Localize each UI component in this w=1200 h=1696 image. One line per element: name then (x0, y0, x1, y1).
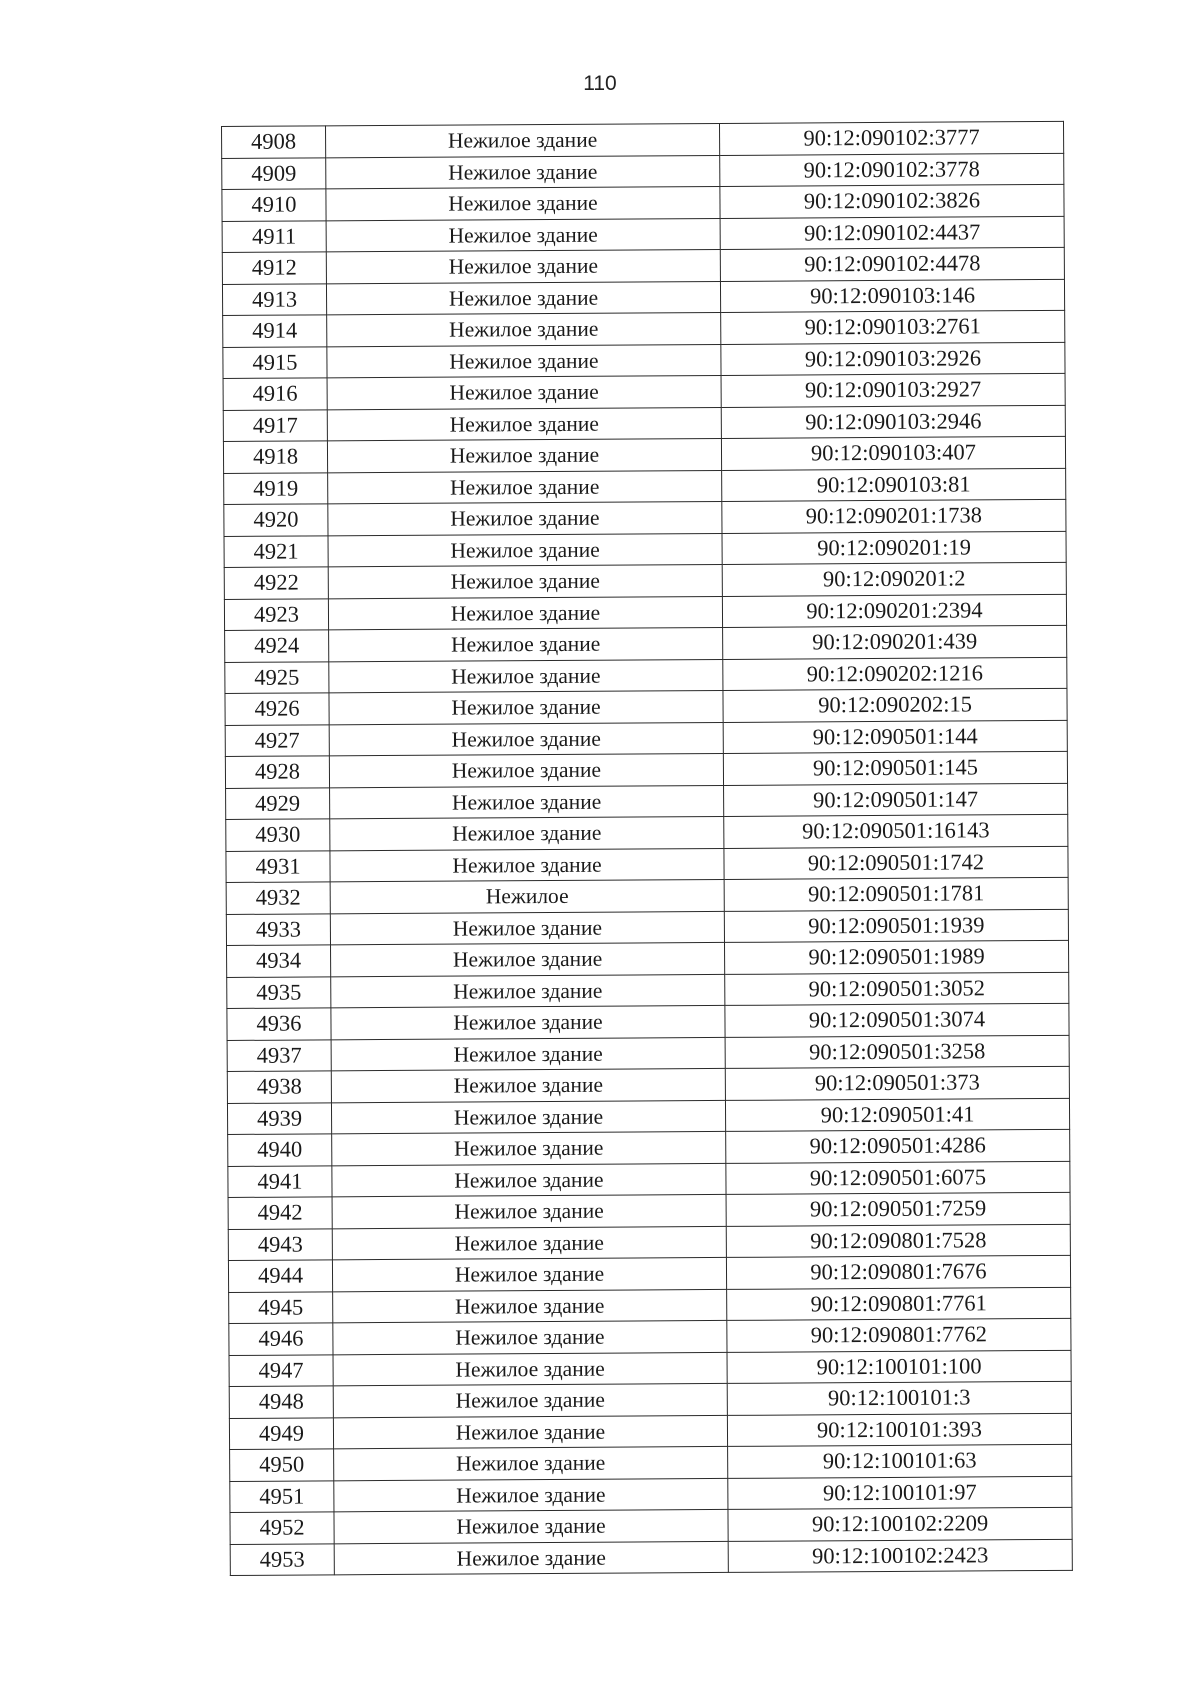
cadastral-number: 90:12:100101:97 (728, 1476, 1072, 1510)
cadastral-number: 90:12:090103:2946 (721, 405, 1065, 439)
object-type: Нежилое здание (330, 816, 724, 850)
table-row (226, 783, 1068, 820)
table-row (227, 1003, 1069, 1040)
cadastral-number: 90:12:090201:19 (722, 531, 1066, 565)
table-row (227, 1066, 1069, 1103)
object-type: Нежилое здание (329, 627, 723, 661)
table-row (224, 468, 1066, 505)
cadastral-number: 90:12:090801:7761 (727, 1287, 1071, 1321)
row-number: 4935 (227, 976, 331, 1008)
cadastral-number: 90:12:090501:144 (723, 720, 1067, 754)
table-row (222, 216, 1064, 253)
cadastral-number: 90:12:090501:147 (724, 783, 1068, 817)
row-number: 4920 (224, 504, 328, 536)
row-number: 4912 (222, 252, 326, 284)
object-type: Нежилое здание (331, 942, 725, 976)
row-number: 4946 (229, 1323, 333, 1355)
object-type: Нежилое здание (326, 186, 720, 220)
object-type: Нежилое здание (328, 501, 722, 535)
object-type: Нежилое здание (332, 1226, 726, 1260)
row-number: 4908 (222, 126, 326, 158)
cadastral-number: 90:12:090103:407 (721, 436, 1065, 470)
table-row (223, 373, 1065, 410)
object-type: Нежилое здание (334, 1446, 728, 1480)
object-type: Нежилое здание (326, 123, 720, 157)
table-row (228, 1192, 1070, 1229)
object-type: Нежилое здание (332, 1194, 726, 1228)
cadastral-number: 90:12:090501:1939 (724, 909, 1068, 943)
cadastral-number: 90:12:090201:1738 (722, 499, 1066, 533)
object-type: Нежилое здание (329, 659, 723, 693)
object-type: Нежилое здание (330, 848, 724, 882)
cadastral-number: 90:12:090103:2926 (721, 342, 1065, 376)
object-type: Нежилое здание (328, 470, 722, 504)
table-row (228, 1255, 1070, 1292)
row-number: 4936 (227, 1008, 331, 1040)
row-number: 4911 (222, 220, 326, 252)
table-row (222, 153, 1064, 190)
table-row (225, 625, 1067, 662)
row-number: 4917 (223, 409, 327, 441)
row-number: 4922 (224, 567, 328, 599)
row-number: 4931 (226, 850, 330, 882)
cadastral-number: 90:12:090103:146 (720, 279, 1064, 313)
row-number: 4927 (225, 724, 329, 756)
object-type: Нежилое здание (328, 564, 722, 598)
object-type: Нежилое здание (330, 785, 724, 819)
object-type: Нежилое здание (333, 1352, 727, 1386)
object-type: Нежилое здание (331, 1100, 725, 1134)
row-number: 4940 (228, 1134, 332, 1166)
object-type: Нежилое здание (328, 596, 722, 630)
cadastral-number: 90:12:090102:3826 (720, 184, 1064, 218)
table-row (229, 1381, 1071, 1418)
object-type: Нежилое здание (329, 722, 723, 756)
cadastral-number: 90:12:090501:3052 (725, 972, 1069, 1006)
object-type: Нежилое здание (334, 1509, 728, 1543)
page-number: 110 (583, 72, 617, 95)
cadastral-number: 90:12:090501:7259 (726, 1192, 1070, 1226)
cadastral-number: 90:12:100101:100 (727, 1350, 1071, 1384)
object-type: Нежилое здание (332, 1163, 726, 1197)
table-row (230, 1539, 1072, 1576)
row-number: 4945 (229, 1291, 333, 1323)
row-number: 4919 (224, 472, 328, 504)
cadastral-number: 90:12:100101:63 (728, 1444, 1072, 1478)
object-type: Нежилое здание (327, 312, 721, 346)
object-type: Нежилое здание (326, 155, 720, 189)
row-number: 4950 (230, 1449, 334, 1481)
table-row (229, 1287, 1071, 1324)
object-type: Нежилое здание (333, 1289, 727, 1323)
table-row (228, 1129, 1070, 1166)
table-row (225, 657, 1067, 694)
row-number: 4928 (225, 756, 329, 788)
cadastral-number: 90:12:100101:3 (727, 1381, 1071, 1415)
row-number: 4934 (227, 945, 331, 977)
row-number: 4949 (229, 1417, 333, 1449)
table-row (225, 720, 1067, 757)
row-number: 4916 (223, 378, 327, 410)
table-row (223, 405, 1065, 442)
table-row (222, 184, 1064, 221)
table-row (227, 972, 1069, 1009)
cadastral-number: 90:12:090801:7528 (726, 1224, 1070, 1258)
table-row (225, 751, 1067, 788)
table-row (229, 1318, 1071, 1355)
cadastral-number: 90:12:090501:6075 (726, 1161, 1070, 1195)
registry-table (221, 121, 1073, 1576)
row-number: 4952 (230, 1512, 334, 1544)
row-number: 4938 (227, 1071, 331, 1103)
table-row (222, 279, 1064, 316)
row-number: 4933 (226, 913, 330, 945)
row-number: 4942 (228, 1197, 332, 1229)
object-type: Нежилое здание (326, 218, 720, 252)
cadastral-number: 90:12:090102:3778 (720, 153, 1064, 187)
cadastral-number: 90:12:090801:7762 (727, 1318, 1071, 1352)
row-number: 4910 (222, 189, 326, 221)
object-type: Нежилое здание (331, 1037, 725, 1071)
row-number: 4909 (222, 157, 326, 189)
object-type: Нежилое здание (331, 1068, 725, 1102)
object-type: Нежилое здание (331, 974, 725, 1008)
row-number: 4951 (230, 1480, 334, 1512)
cadastral-number: 90:12:090103:2927 (721, 373, 1065, 407)
cadastral-number: 90:12:090501:1742 (724, 846, 1068, 880)
row-number: 4953 (230, 1543, 334, 1575)
cadastral-number: 90:12:090201:2 (722, 562, 1066, 596)
row-number: 4915 (223, 346, 327, 378)
cadastral-number: 90:12:090102:4478 (720, 247, 1064, 281)
table-row (224, 594, 1066, 631)
table-row (226, 877, 1068, 914)
row-number: 4921 (224, 535, 328, 567)
table-row (223, 310, 1065, 347)
table-row (230, 1476, 1072, 1513)
row-number: 4914 (223, 315, 327, 347)
table-row (230, 1444, 1072, 1481)
row-number: 4943 (228, 1228, 332, 1260)
object-type: Нежилое здание (333, 1415, 727, 1449)
table-row (224, 531, 1066, 568)
row-number: 4939 (227, 1102, 331, 1134)
object-type: Нежилое здание (332, 1257, 726, 1291)
cadastral-number: 90:12:090501:3258 (725, 1035, 1069, 1069)
object-type: Нежилое здание (326, 249, 720, 283)
table-row (227, 940, 1069, 977)
table-row (226, 814, 1068, 851)
object-type: Нежилое здание (327, 344, 721, 378)
row-number: 4944 (228, 1260, 332, 1292)
object-type: Нежилое здание (330, 911, 724, 945)
cadastral-number: 90:12:100101:393 (727, 1413, 1071, 1447)
table-row (229, 1350, 1071, 1387)
object-type: Нежилое здание (334, 1541, 728, 1575)
object-type: Нежилое здание (327, 407, 721, 441)
table-row (229, 1413, 1071, 1450)
cadastral-number: 90:12:090501:41 (725, 1098, 1069, 1132)
object-type: Нежилое здание (329, 690, 723, 724)
table-row (223, 436, 1065, 473)
cadastral-number: 90:12:090501:1781 (724, 877, 1068, 911)
cadastral-number: 90:12:100102:2423 (728, 1539, 1072, 1573)
row-number: 4937 (227, 1039, 331, 1071)
table-row (228, 1224, 1070, 1261)
cadastral-number: 90:12:090103:81 (722, 468, 1066, 502)
cadastral-number: 90:12:090102:4437 (720, 216, 1064, 250)
row-number: 4930 (226, 819, 330, 851)
table-row (227, 1098, 1069, 1135)
table-row (224, 499, 1066, 536)
object-type: Нежилое здание (333, 1320, 727, 1354)
object-type: Нежилое (330, 879, 724, 913)
row-number: 4929 (226, 787, 330, 819)
row-number: 4932 (226, 882, 330, 914)
cadastral-number: 90:12:090202:15 (723, 688, 1067, 722)
object-type: Нежилое здание (331, 1005, 725, 1039)
object-type: Нежилое здание (332, 1131, 726, 1165)
table-body (222, 121, 1073, 1575)
cadastral-number: 90:12:090801:7676 (726, 1255, 1070, 1289)
object-type: Нежилое здание (334, 1478, 728, 1512)
cadastral-number: 90:12:090501:4286 (726, 1129, 1070, 1163)
cadastral-number: 90:12:090501:373 (725, 1066, 1069, 1100)
cadastral-number: 90:12:100102:2209 (728, 1507, 1072, 1541)
table-row (230, 1507, 1072, 1544)
cadastral-number: 90:12:090201:2394 (722, 594, 1066, 628)
row-number: 4926 (225, 693, 329, 725)
row-number: 4913 (222, 283, 326, 315)
table-row (225, 688, 1067, 725)
object-type: Нежилое здание (328, 533, 722, 567)
table-row (228, 1161, 1070, 1198)
cadastral-number: 90:12:090202:1216 (723, 657, 1067, 691)
table-row (227, 1035, 1069, 1072)
object-type: Нежилое здание (327, 438, 721, 472)
row-number: 4923 (224, 598, 328, 630)
cadastral-number: 90:12:090102:3777 (719, 121, 1063, 155)
cadastral-number: 90:12:090501:145 (723, 751, 1067, 785)
table-row (222, 247, 1064, 284)
row-number: 4924 (225, 630, 329, 662)
row-number: 4918 (223, 441, 327, 473)
row-number: 4925 (225, 661, 329, 693)
cadastral-number: 90:12:090201:439 (723, 625, 1067, 659)
cadastral-number: 90:12:090501:3074 (725, 1003, 1069, 1037)
table-row (224, 562, 1066, 599)
row-number: 4947 (229, 1354, 333, 1386)
object-type: Нежилое здание (333, 1383, 727, 1417)
row-number: 4948 (229, 1386, 333, 1418)
cadastral-number: 90:12:090501:1989 (724, 940, 1068, 974)
cadastral-number: 90:12:090501:16143 (724, 814, 1068, 848)
cadastral-number: 90:12:090103:2761 (721, 310, 1065, 344)
table-row (223, 342, 1065, 379)
row-number: 4941 (228, 1165, 332, 1197)
object-type: Нежилое здание (329, 753, 723, 787)
object-type: Нежилое здание (327, 375, 721, 409)
object-type: Нежилое здание (326, 281, 720, 315)
table-row (222, 121, 1064, 158)
table-row (226, 846, 1068, 883)
table-row (226, 909, 1068, 946)
